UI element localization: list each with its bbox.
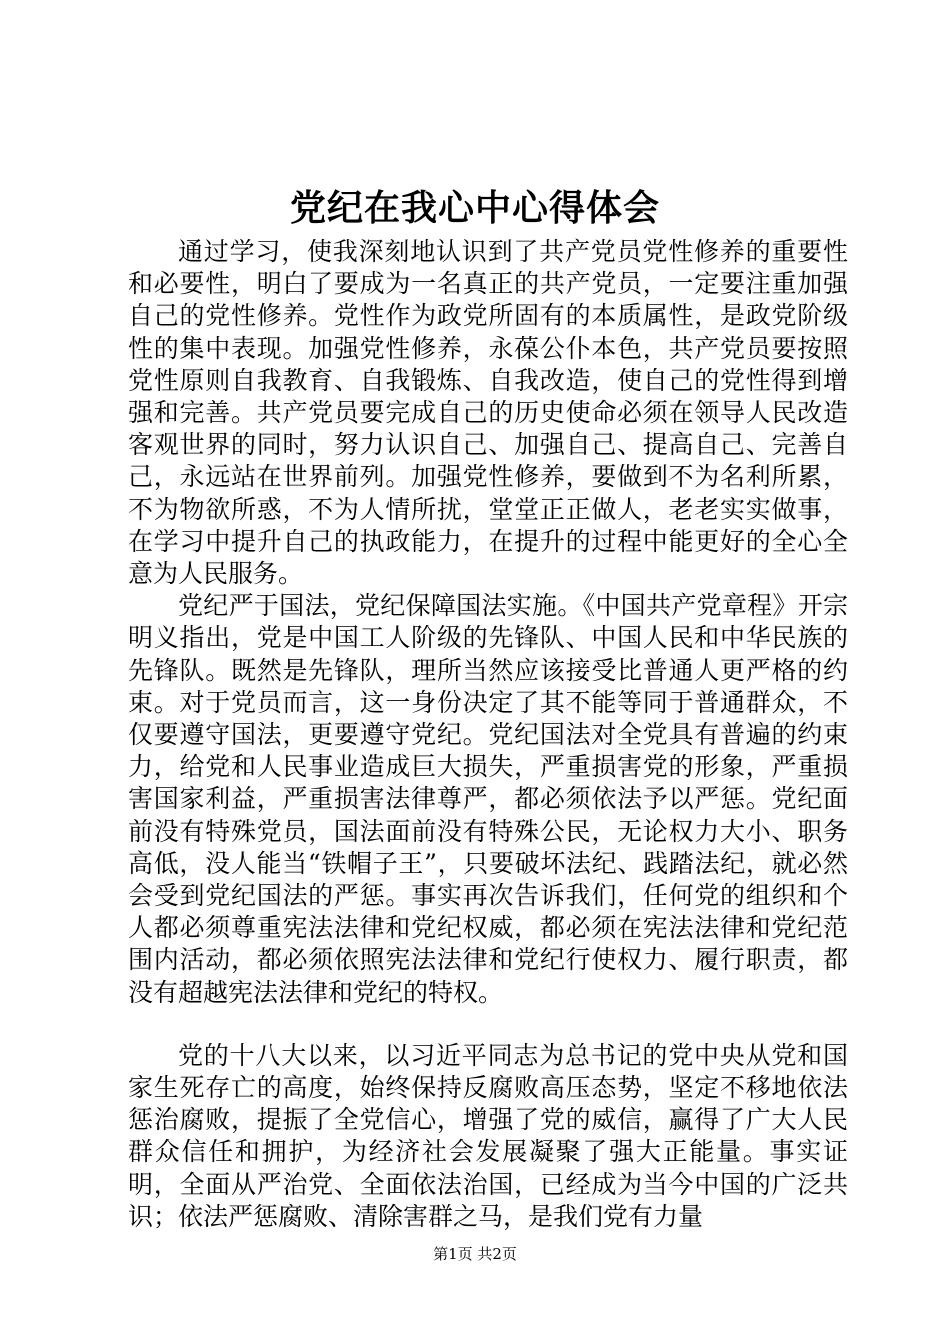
paragraph-2: 党纪严于国法，党纪保障国法实施。《中国共产党章程》开宗明义指出，党是中国工人阶级的先锋队、中国人民和中华民族的先锋队。既然是先锋队，理所当然应该接受比普通人更严格的约束。对于党员而言，这一身份决定了其不能等同于普通群众，不仅要遵守国法，更要遵守党纪。党纪国法对全党具有普遍的约束力，给党和人民事业造成巨大损失，严重损害党的形象，严重损害国家利益，严重损害法律尊严，都必须依法予以严惩。党纪面前没有特殊党员，国法面前没有特殊公民，无论权力大小、职务高低，没人能当“铁帽子王”，只要破坏法纪、践踏法纪，就必然会受到党纪国法的严惩。事实再次告诉我们，任何党的组织和个人都必须尊重宪法法律和党纪权威，都必须在宪法法律和党纪范围内活动，都必须依照宪法法律和党纪行使权力、履行职责，都没有超越宪法法律和党纪的特权。: [128, 591, 848, 1007]
document-title: 党纪在我心中心得体会: [289, 187, 660, 229]
paragraph-1: 通过学习，使我深刻地认识到了共产党员党性修养的重要性和必要性，明白了要成为一名真正的共产党员，一定要注重加强自己的党性修养。党性作为政党所固有的本质属性，是政党阶级性的集中表现。加强党性修养，永葆公仆本色，共产党员要按照党性原则自我教育、自我锻炼、自我改造，使自己的党性得到增强和完善。共产党员要完成自己的历史使命必须在领导人民改造客观世界的同时，努力认识自己、加强自己、提高自己、完善自己，永远站在世界前列。加强党性修养，要做到不为名利所累，不为物欲所惑，不为人情所扰，堂堂正正做人，老老实实做事，在学习中提升自己的执政能力，在提升的过程中能更好的全心全意为人民服务。: [128, 237, 848, 589]
page-number-footer: 第1页 共2页: [433, 1245, 517, 1263]
document-body: [128, 236, 848, 1233]
paragraph-3: 党的十八大以来，以习近平同志为总书记的党中央从党和国家生死存亡的高度，始终保持反腐败高压态势，坚定不移地依法惩治腐败，提振了全党信心，增强了党的威信，赢得了广大人民群众信任和拥护，为经济社会发展凝聚了强大正能量。事实证明，全面从严治党、全面依法治国，已经成为当今中国的广泛共识；依法严惩腐败、清除害群之马，是我们党有力量: [128, 1040, 848, 1231]
